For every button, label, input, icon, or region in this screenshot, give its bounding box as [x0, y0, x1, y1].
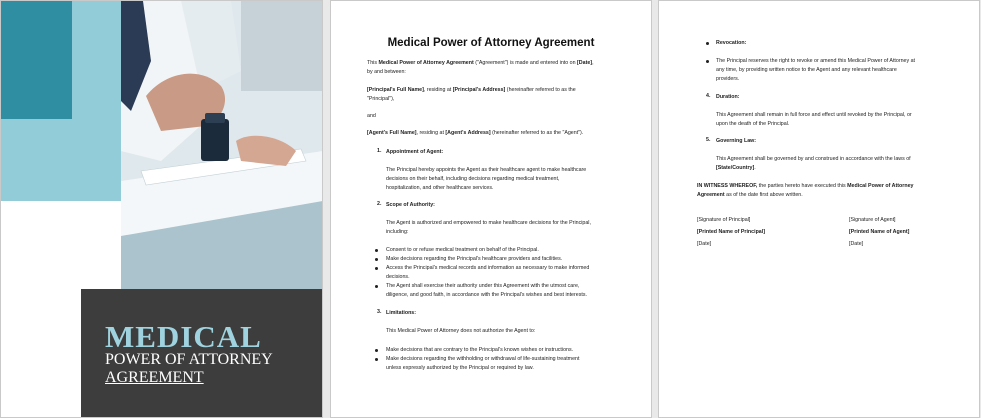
scope-bullet-3-line-1: Access the Principal's medical records and information as necessary to make informed	[386, 265, 590, 271]
cover-page[interactable]	[0, 0, 323, 418]
section-3-line-1: This Medical Power of Attorney does not authorize the Agent to:	[386, 328, 536, 334]
principal-name-placeholder: [Principal's Full Name]	[367, 87, 424, 93]
agent-text-1: , residing at	[416, 130, 446, 136]
cover-title-medical: MEDICAL	[105, 319, 262, 354]
state-placeholder: [State/Country]	[716, 165, 755, 171]
and-text: and	[367, 113, 376, 119]
doctor-stamp-illustration	[121, 1, 323, 289]
cover-title-agreement: AGREEMENT	[105, 369, 204, 386]
cover-photo	[121, 1, 323, 289]
section-1-line-2: decisions on their behalf, including decisions regarding medical treatment,	[386, 176, 560, 182]
bullet-dot	[706, 42, 709, 45]
limit-bullet-2-line-1: Make decisions regarding the withholding or withdrawal of life-sustaining treatment	[386, 356, 580, 362]
bullet-dot	[375, 249, 378, 252]
section-2-line-1: The Agent is authorized and empowered to make healthcare decisions for the Principal,	[386, 220, 591, 226]
cover-title-band	[81, 289, 323, 418]
witness-line-2	[697, 191, 803, 200]
section-5-number: 5.	[706, 137, 711, 143]
principal-printed-name-field[interactable]: [Printed Name of Principal]	[697, 229, 765, 235]
agent-date-field[interactable]: [Date]	[849, 241, 864, 247]
document-title: Medical Power of Attorney Agreement	[387, 37, 595, 49]
agent-text-2: (hereinafter referred to as the "Agent").	[490, 130, 584, 136]
cover-title-power-of-attorney: POWER OF ATTORNEY	[105, 351, 273, 368]
state-period: .	[754, 165, 756, 171]
witness-text-1: the parties hereto have executed this	[757, 183, 848, 189]
agent-printed-name-field[interactable]: [Printed Name of Agent]	[849, 229, 910, 235]
section-3-number: 3.	[377, 309, 382, 315]
principal-address-placeholder: [Principal's Address]	[452, 87, 506, 93]
section-4-line-2: upon the death of the Principal.	[716, 121, 790, 127]
section-1-line-1: The Principal hereby appoints the Agent as their healthcare agent to make healthcare	[386, 167, 587, 173]
section-2-number: 2.	[377, 201, 382, 207]
witness-agreement-name-1: Medical Power of Attorney	[847, 183, 914, 189]
intro-text-2: ("Agreement") is made and entered into on	[473, 60, 578, 66]
bullet-dot	[375, 349, 378, 352]
intro-text-1: This	[367, 60, 379, 66]
principal-date-field[interactable]: [Date]	[697, 241, 712, 247]
bullet-dot	[375, 267, 378, 270]
principal-paragraph	[367, 86, 576, 95]
scope-bullet-1: Consent to or refuse medical treatment on behalf of the Principal.	[386, 247, 539, 253]
revocation-line-2: any time, by providing written notice to the Agent and any relevant healthcare	[716, 67, 897, 73]
intro-text-3: ,	[592, 60, 594, 66]
section-5-heading: Governing Law:	[716, 138, 757, 144]
scope-bullet-4-line-2: diligence, and good faith, in accordance with the Principal's wishes and best interests.	[386, 292, 587, 298]
bullet-dot	[375, 358, 378, 361]
cover-dark-teal-block	[1, 1, 72, 119]
witness-heading: IN WITNESS WHEREOF,	[697, 183, 758, 189]
revocation-line-3: providers.	[716, 76, 740, 82]
principal-text-1: , residing at	[423, 87, 453, 93]
witness-text-2: as of the date first above written.	[724, 192, 803, 198]
section-4-number: 4.	[706, 93, 711, 99]
limit-bullet-1: Make decisions that are contrary to the Principal's known wishes or instructions.	[386, 347, 574, 353]
section-1-heading: Appointment of Agent:	[386, 149, 444, 155]
intro-date-placeholder: [Date]	[577, 60, 593, 66]
section-1-line-3: hospitalization, and other healthcare services.	[386, 185, 494, 191]
bullet-dot	[706, 60, 709, 63]
witness-line-1	[697, 182, 913, 191]
section-1-number: 1.	[377, 148, 382, 154]
scope-bullet-4-line-1: The Agent shall exercise their authority under this Agreement with the utmost care,	[386, 283, 580, 289]
section-3-heading: Limitations:	[386, 310, 417, 316]
agent-address-placeholder: [Agent's Address]	[445, 130, 491, 136]
limit-bullet-2-line-2: unless expressly authorized by the Principal or required by law.	[386, 365, 534, 371]
agent-signature-field[interactable]: [Signature of Agent]	[849, 217, 896, 223]
scope-bullet-3-line-2: decisions.	[386, 274, 410, 280]
document-page-1[interactable]	[330, 0, 652, 418]
document-page-2[interactable]	[658, 0, 980, 418]
section-4-line-1: This Agreement shall remain in full force and effect until revoked by the Principal, or	[716, 112, 912, 118]
section-5-line-1: This Agreement shall be governed by and construed in accordance with the laws of	[716, 156, 911, 162]
agent-name-placeholder: [Agent's Full Name]	[367, 130, 417, 136]
scope-bullet-2: Make decisions regarding the Principal's healthcare providers and facilities.	[386, 256, 563, 262]
section-2-line-2: including:	[386, 229, 409, 235]
intro-line-2: by and between:	[367, 69, 406, 75]
bullet-dot	[375, 285, 378, 288]
section-5-line-2	[716, 164, 756, 173]
principal-line-2: "Principal"),	[367, 96, 395, 102]
section-2-heading: Scope of Authority:	[386, 202, 435, 208]
principal-signature-field[interactable]: [Signature of Principal]	[697, 217, 751, 223]
bullet-dot	[375, 258, 378, 261]
principal-text-2: (hereinafter referred to as the	[505, 87, 576, 93]
witness-agreement-name-2: Agreement	[697, 192, 725, 198]
revocation-heading: Revocation:	[716, 40, 747, 46]
section-4-heading: Duration:	[716, 94, 740, 100]
revocation-line-1: The Principal reserves the right to revoke or amend this Medical Power of Attorney at	[716, 58, 916, 64]
intro-paragraph	[367, 59, 594, 68]
intro-agreement-name: Medical Power of Attorney Agreement	[378, 60, 474, 66]
agent-paragraph	[367, 129, 583, 138]
